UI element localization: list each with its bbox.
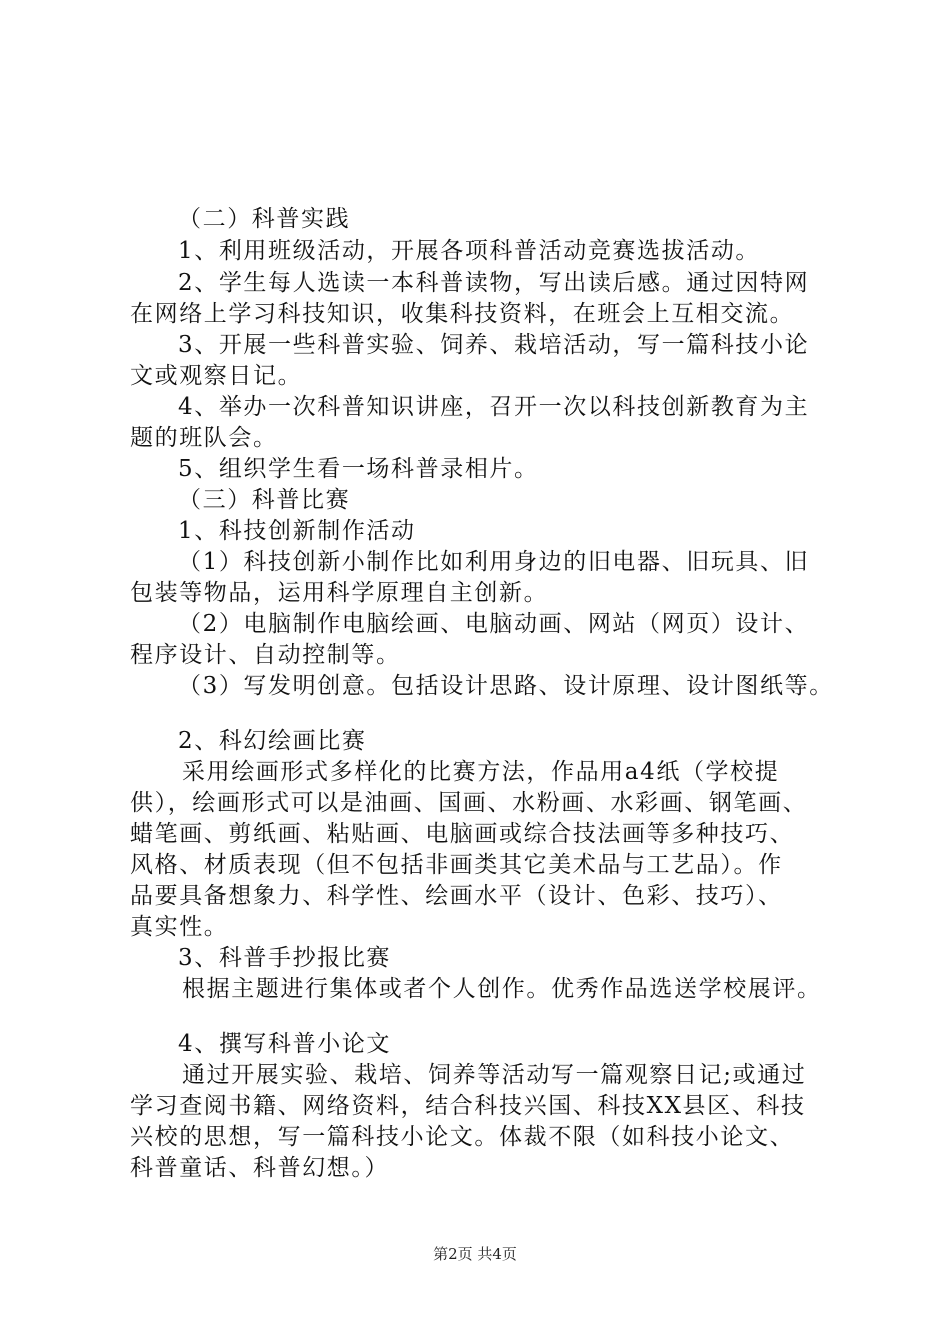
- paragraph-line: （2）电脑制作电脑绘画、电脑动画、网站（网页）设计、: [178, 611, 810, 637]
- paragraph-line: 通过开展实验、栽培、饲养等活动写一篇观察日记;或通过: [182, 1062, 807, 1088]
- paragraph-line: 蜡笔画、剪纸画、粘贴画、电脑画或综合技法画等多种技巧、: [130, 821, 795, 847]
- paragraph-line: 供），绘画形式可以是油画、国画、水粉画、水彩画、钢笔画、: [130, 790, 808, 816]
- paragraph-line: 风格、材质表现（但不包括非画类其它美术品与工艺品）。作: [130, 852, 783, 878]
- paragraph-line: 2、学生每人选读一本科普读物，写出读后感。通过因特网: [178, 270, 810, 296]
- paragraph-line: 3、开展一些科普实验、饲养、栽培活动，写一篇科技小论: [178, 332, 810, 358]
- section-heading-science-competition: （三）科普比赛: [178, 487, 351, 513]
- paragraph-line: 兴校的思想，写一篇科技小论文。体裁不限（如科技小论文、: [130, 1124, 795, 1150]
- subheading-line: 4、撰写科普小论文: [178, 1031, 392, 1057]
- paragraph-line: 在网络上学习科技知识，收集科技资料，在班会上互相交流。: [130, 301, 795, 327]
- paragraph-line: 学习查阅书籍、网络资料，结合科技兴国、科技XX县区、科技: [130, 1093, 806, 1119]
- page-number-footer: 第2页 共4页: [433, 1245, 517, 1263]
- paragraph-line: 5、组织学生看一场科普录相片。: [178, 456, 539, 482]
- paragraph-line: （1）科技创新小制作比如利用身边的旧电器、旧玩具、旧: [178, 549, 810, 575]
- subheading-line: 3、科普手抄报比赛: [178, 945, 392, 971]
- paragraph-line: 根据主题进行集体或者个人创作。优秀作品选送学校展评。: [182, 976, 822, 1002]
- paragraph-line: 文或观察日记。: [130, 363, 303, 389]
- paragraph-line: 品要具备想象力、科学性、绘画水平（设计、色彩、技巧）、: [130, 883, 783, 909]
- subheading-line: 2、科幻绘画比赛: [178, 728, 367, 754]
- section-heading-science-practice: （二）科普实践: [178, 206, 351, 232]
- paragraph-line: 1、利用班级活动，开展各项科普活动竞赛选拔活动。: [178, 238, 761, 264]
- paragraph-line: 程序设计、自动控制等。: [130, 642, 401, 668]
- paragraph-line: 题的班队会。: [130, 425, 278, 451]
- paragraph-line: 4、举办一次科普知识讲座，召开一次以科技创新教育为主: [178, 394, 810, 420]
- subheading-line: 1、科技创新制作活动: [178, 518, 416, 544]
- paragraph-line: （3）写发明创意。包括设计思路、设计原理、设计图纸等。: [178, 673, 834, 699]
- paragraph-line: 科普童话、科普幻想。）: [130, 1155, 390, 1181]
- paragraph-line: 采用绘画形式多样化的比赛方法，作品用a4纸（学校提: [182, 759, 780, 785]
- paragraph-line: 真实性。: [130, 914, 229, 940]
- paragraph-line: 包装等物品，运用科学原理自主创新。: [130, 580, 549, 606]
